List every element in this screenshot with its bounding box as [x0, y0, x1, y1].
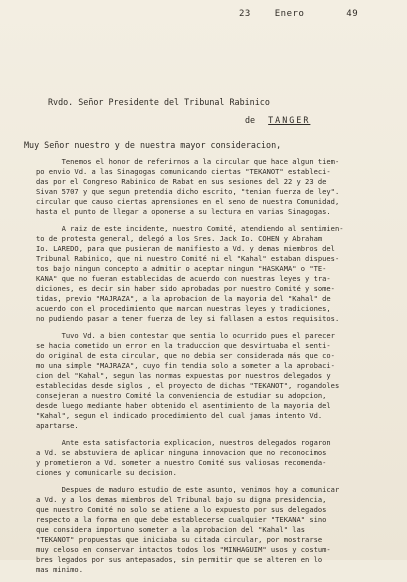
text-line: mo una simple "MAJRAZA", cuyo fin tendia solo a someter a la aprobaci- [36, 361, 335, 370]
text-line: a Vd. se abstuviera de aplicar ninguna innovacion que no reconocimos [36, 448, 327, 457]
text-line: apartarse. [36, 421, 79, 430]
text-line: Tuvo Vd. a bien contestar que sentia lo ocurrido pues el parecer [36, 331, 335, 340]
text-line: do original de esta circular, que no debia ser considerada más que co- [36, 351, 335, 360]
text-line: hasta el punto de llegar a oponerse a su lectura en varias Sinagogas. [36, 207, 331, 216]
paragraph [36, 331, 402, 431]
salutation: Muy Señor nuestro y de nuestra mayor consideracion, [24, 140, 282, 150]
place-prefix: de [245, 115, 256, 125]
text-line: diciones, es decir sin haber sido aprobadas por nuestro Comité y some- [36, 284, 335, 293]
text-line: bres legados por sus antepasados, sin permitir que se alteren en lo [36, 555, 323, 564]
text-line: "Kahal", segun el indicado procedimiento del cual jamas intento Vd. [36, 411, 323, 420]
paragraph [36, 224, 402, 324]
text-line: "TEKANOT" propuestas que iniciaba su citada circular, por mostrarse [36, 535, 323, 544]
text-line: acuerdo con el procedimiento que marcan nuestras leyes y tradiciones, [36, 304, 331, 313]
text-line: das por el Congreso Rabinico de Rabat en sus sesiones del 22 y 23 de [36, 177, 327, 186]
text-line: consejeran a nuestro Comité la conveniencia de estudiar su adopcion, [36, 391, 327, 400]
date-year: 49 [346, 9, 359, 19]
text-line: establecidas desde siglos , el proyecto de dichas "TEKANOT", rogandoles [36, 381, 340, 390]
text-line: A raiz de este incidente, nuestro Comité, atendiendo al sentimien- [36, 224, 344, 233]
place-line [245, 115, 310, 125]
text-line: no pudiendo pasar a tener fuerza de ley si fallasen a estos requisitos. [36, 314, 340, 323]
text-line: cion del "Kahal", segun las normas expuestas por nuestros delegados y [36, 371, 331, 380]
date-line [239, 9, 358, 19]
text-line: po envio Vd. a las Sinagogas comunicando ciertas "TEKANOT" estableci- [36, 167, 331, 176]
paragraph [36, 485, 402, 575]
text-line: circular que causo ciertas aprensiones en el seno de nuestra Comunidad, [36, 197, 340, 206]
text-line: tos bajo ningun concepto a admitir o aceptar ningun "HASKAMA" o "TE- [36, 264, 327, 273]
text-line: respecto a la forma en que debe establecerse cualquier "TEKANA" sino [36, 515, 327, 524]
letter-body [36, 157, 402, 582]
text-line: a Vd. y a los demas miembros del Tribunal bajo su digna presidencia, [36, 495, 327, 504]
addressee: Rvdo. Señor Presidente del Tribunal Rabinico [48, 97, 270, 107]
text-line: Sivan 5707 y que segun pretendia dicho escrito, "tenian fuerza de ley". [36, 187, 340, 196]
text-line: to de protesta general, delegó a los Sres. Jack Io. COHEN y Abraham [36, 234, 323, 243]
text-line: se hacia cometido un error en la traduccion que desvirtuaba el senti- [36, 341, 331, 350]
text-line: muy celoso en conservar intactos todos los "MINHAGUIM" usos y costum- [36, 545, 331, 554]
date-day: 23 [239, 9, 251, 19]
text-line: mas minimo. [36, 565, 83, 574]
text-line: que nuestro Comité no solo se atiene a lo expuesto por sus delegados [36, 505, 327, 514]
text-line: tidas, previo "MAJRAZA", a la aprobacion de la mayoria del "Kahal" de [36, 294, 331, 303]
text-line: Io. LAREDO, para que pusieran de manifiesto a Vd. y demas miembros del [36, 244, 335, 253]
text-line: Despues de maduro estudio de este asunto, venimos hoy a comunicar [36, 485, 340, 494]
text-line: KANA" que no fueran establecidas de acuerdo con nuestras leyes y tra- [36, 274, 331, 283]
date-month: Enero [274, 9, 305, 19]
paragraph [36, 438, 402, 478]
text-line: desde luego mediante haber obtenido el asentimiento de la mayoria del [36, 401, 331, 410]
text-line: Ante esta satisfactoria explicacion, nuestros delegados rogaron [36, 438, 331, 447]
text-line: Tribunal Rabinico, que ni nuestro Comité ni el "Kahal" estaban dispues- [36, 254, 340, 263]
text-line: que considera importuno someter a la aprobacion del "Kahal" las [36, 525, 306, 534]
paragraph [36, 157, 402, 217]
text-line: Tenemos el honor de referirnos a la circular que hace algun tiem- [36, 157, 340, 166]
text-line: y prometieron a Vd. someter a nuestro Comité sus valiosas recomenda- [36, 458, 327, 467]
text-line: ciones y comunicarle su decision. [36, 468, 177, 477]
place-city: TANGER [268, 115, 311, 125]
